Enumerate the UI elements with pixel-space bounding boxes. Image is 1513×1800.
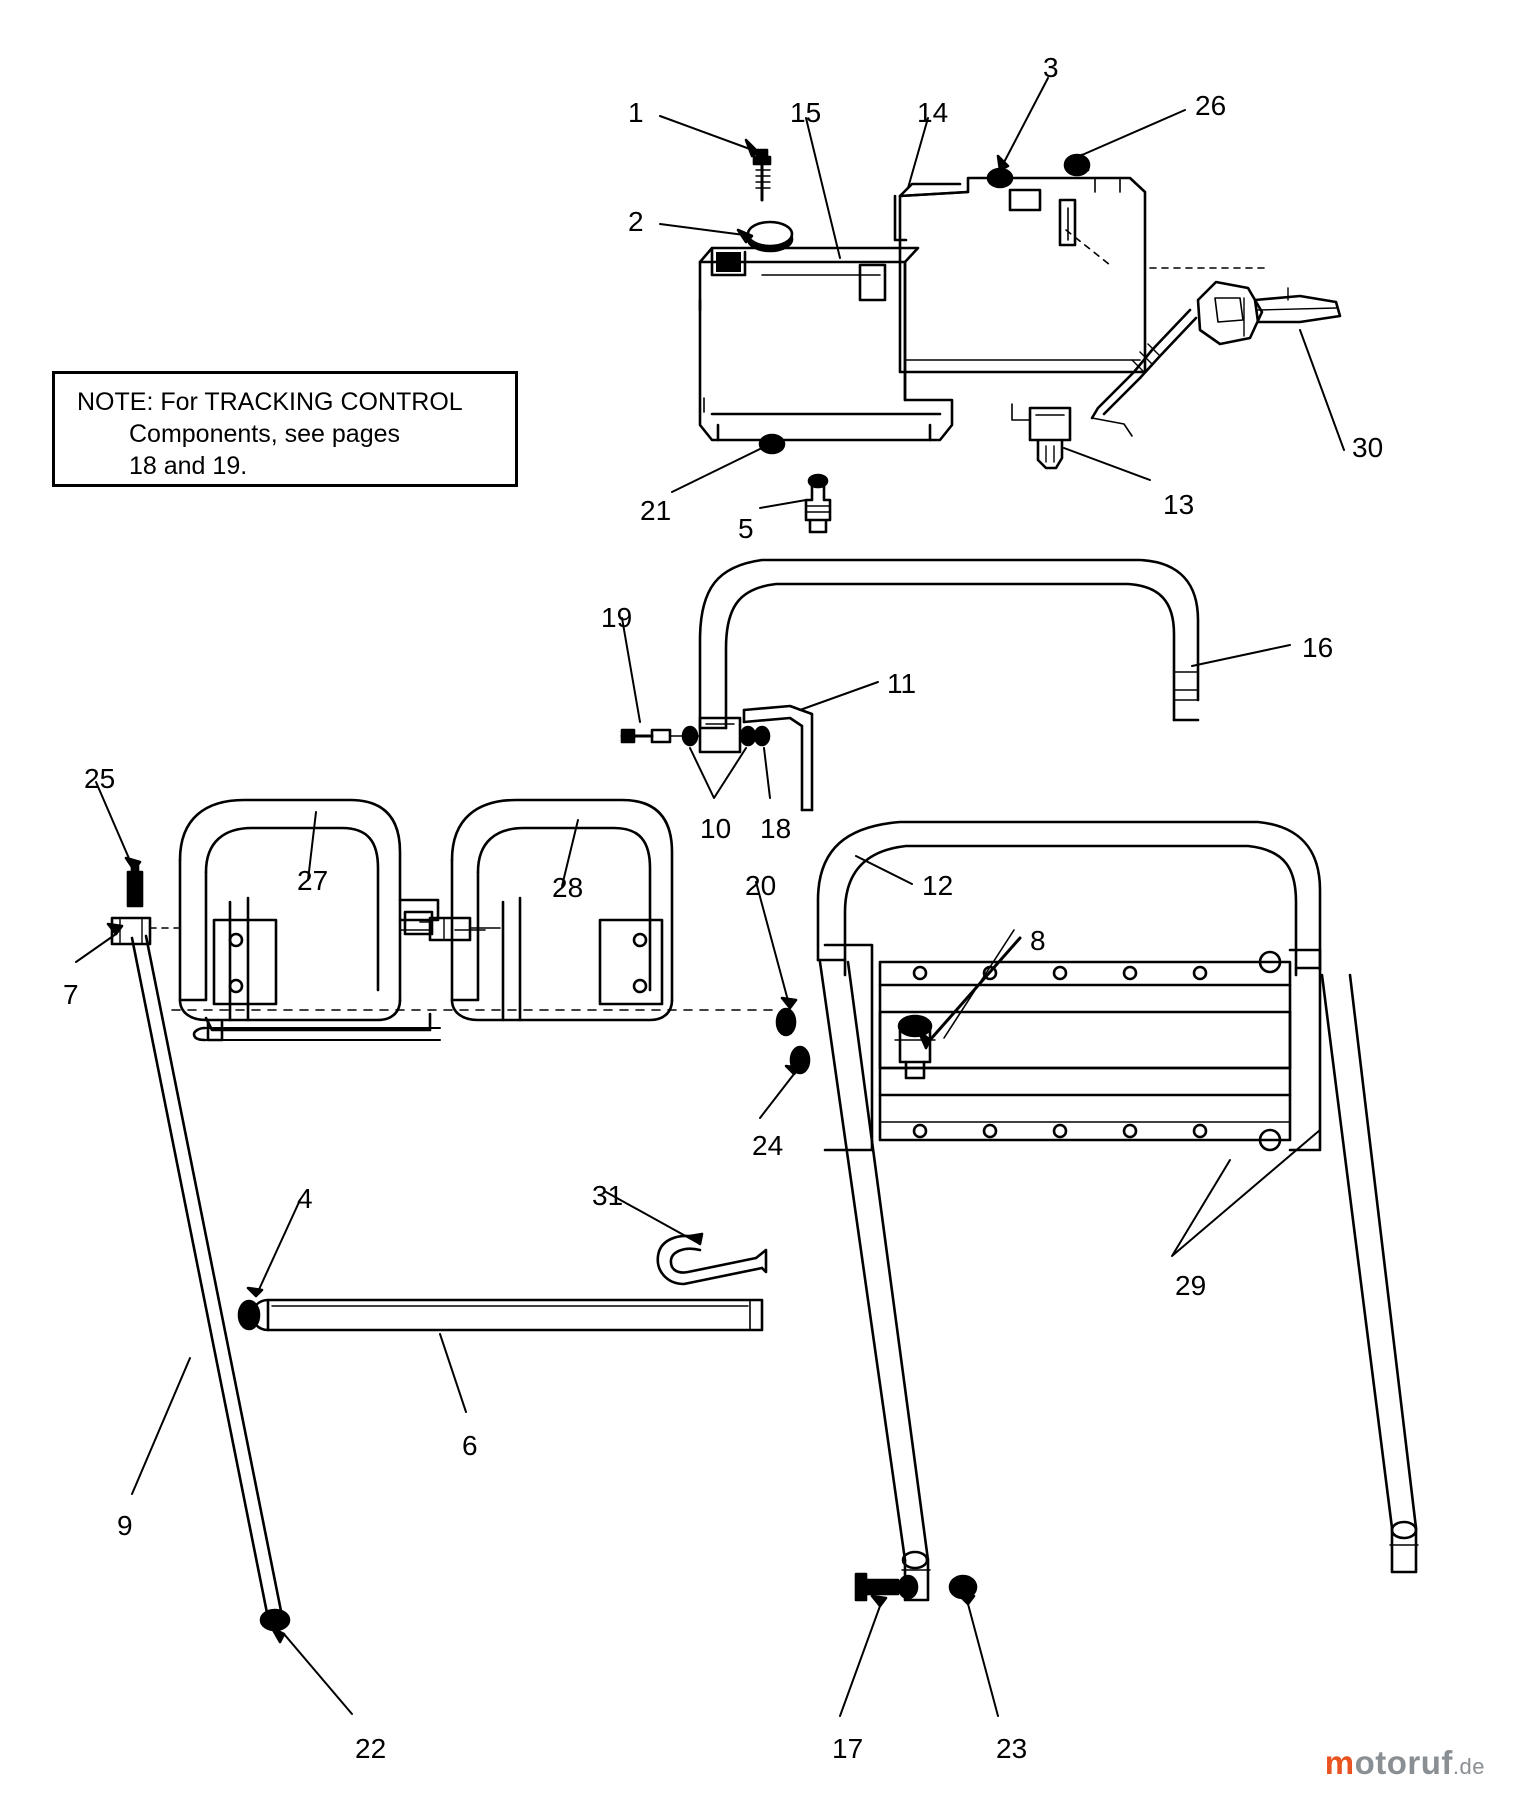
callout-number-14: 14 bbox=[917, 97, 949, 128]
callout-number-25: 25 bbox=[84, 763, 116, 794]
note-line-1: NOTE: For TRACKING CONTROL bbox=[77, 388, 463, 416]
callout-number-1: 1 bbox=[628, 97, 644, 128]
callout-number-20: 20 bbox=[745, 870, 777, 901]
callout-number-26: 26 bbox=[1195, 90, 1227, 121]
watermark-part-2: otoruf bbox=[1354, 1744, 1453, 1781]
callout-number-13: 13 bbox=[1163, 489, 1195, 520]
callout-number-16: 16 bbox=[1302, 632, 1334, 663]
watermark-part-1: m bbox=[1324, 1744, 1355, 1781]
callout-number-24: 24 bbox=[752, 1130, 784, 1161]
watermark-part-3: .de bbox=[1452, 1754, 1485, 1779]
callout-number-23: 23 bbox=[996, 1733, 1028, 1764]
callout-number-5: 5 bbox=[738, 513, 754, 544]
callout-number-3: 3 bbox=[1043, 52, 1059, 83]
callout-number-7: 7 bbox=[63, 979, 79, 1010]
callout-number-10: 10 bbox=[700, 813, 732, 844]
callout-number-8: 8 bbox=[1030, 925, 1046, 956]
callout-number-11: 11 bbox=[887, 668, 917, 699]
tracking-control-note bbox=[52, 371, 518, 487]
callout-number-22: 22 bbox=[355, 1733, 387, 1764]
callout-number-18: 18 bbox=[760, 813, 792, 844]
note-line-2: Components, see pages bbox=[129, 419, 401, 448]
note-line-3: 18 and 19. bbox=[129, 451, 248, 480]
callout-number-21: 21 bbox=[640, 495, 672, 526]
callout-number-29: 29 bbox=[1175, 1270, 1207, 1301]
callout-number-31: 31 bbox=[592, 1180, 624, 1211]
callout-number-6: 6 bbox=[462, 1430, 478, 1461]
callout-number-30: 30 bbox=[1352, 432, 1384, 463]
callout-number-28: 28 bbox=[552, 872, 584, 903]
motoruf-watermark bbox=[1325, 1744, 1485, 1782]
callout-number-12: 12 bbox=[922, 870, 954, 901]
callout-number-4: 4 bbox=[297, 1183, 313, 1214]
callout-number-15: 15 bbox=[790, 97, 822, 128]
callout-number-17: 17 bbox=[832, 1733, 864, 1764]
callout-number-2: 2 bbox=[628, 206, 644, 237]
callout-number-9: 9 bbox=[117, 1510, 133, 1541]
callout-number-27: 27 bbox=[297, 865, 329, 896]
callout-number-19: 19 bbox=[601, 602, 633, 633]
